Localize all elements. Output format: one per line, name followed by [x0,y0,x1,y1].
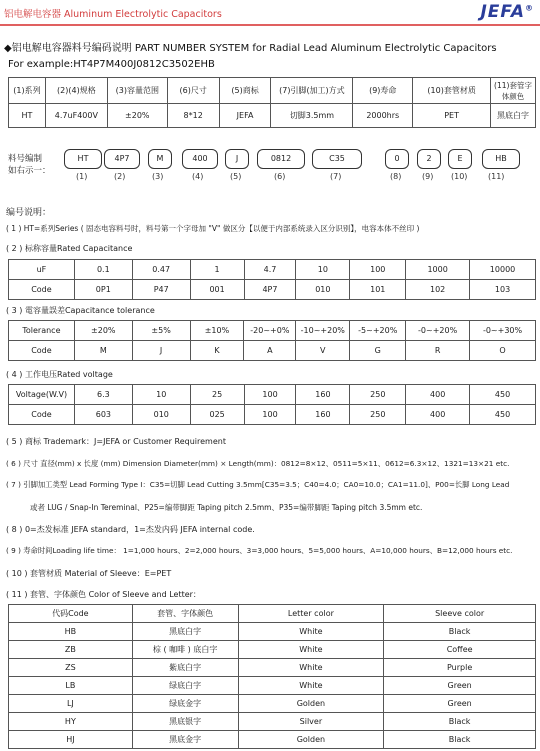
color-header-cell: Letter color [238,605,384,623]
table-cell: 0.47 [132,260,190,280]
table-cell: 6.3 [74,385,132,405]
note-lead-forming-cont: 或者 LUG / Snap-In Tereminal、P25=编带脚距 Taping pitch 2.5mm、P35=编带脚距 Taping pitch 3.5mm etc. [30,503,423,512]
table-cell: 400 [406,405,470,425]
table-cell: M [74,341,132,361]
capacitance-row-uf [9,260,536,280]
note-voltage: ( 4 ) 工作电压Rated voltage [6,370,113,379]
table-cell: 100 [244,405,296,425]
table-cell: uF [9,260,75,280]
notes-title: 编号说明： [6,208,52,218]
table-cell: 10000 [470,260,536,280]
pn-index: (6) [274,172,286,181]
table-cell: Coffee [384,641,536,659]
table-cell: 绿底白字 [132,677,238,695]
pn-index: (7) [330,172,342,181]
note-code: ( 8 ) 0=杰发标准 JEFA standard，1=杰发内码 JEFA internal code. [6,525,255,534]
color-row [9,659,536,677]
table-cell: Code [9,341,75,361]
pn-box-code: 0 [385,149,409,169]
table-cell: HB [9,623,133,641]
table-cell: 1 [190,260,244,280]
header-title: 铝电解电容器 Aluminum Electrolytic Capacitors [4,9,222,20]
color-row [9,623,536,641]
voltage-row-values [9,385,536,405]
table-cell: 010 [296,280,350,300]
table-cell: 0P1 [74,280,132,300]
table-cell: White [238,623,384,641]
pn-box-tolerance: M [148,149,172,169]
spec-value-row [9,104,536,128]
table-cell: 10 [296,260,350,280]
table-cell: Black [384,713,536,731]
jefa-logo [480,2,534,22]
table-cell: -20~+0% [244,321,296,341]
pn-index: (10) [451,172,468,181]
table-cell: White [238,659,384,677]
spec-header-cell: (2)(4)规格 [45,78,107,104]
table-cell: 25 [190,385,244,405]
table-cell: 160 [296,385,350,405]
spec-value-cell: JEFA [219,104,271,128]
spec-header-cell: (11)套管字体颜色 [491,78,536,104]
color-row [9,677,536,695]
table-cell: LJ [9,695,133,713]
table-cell: 102 [406,280,470,300]
voltage-row-code [9,405,536,425]
table-cell: 棕 ( 咖啡 ) 底白字 [132,641,238,659]
table-cell: 10 [132,385,190,405]
pn-index: (8) [390,172,402,181]
table-cell: J [132,341,190,361]
spec-header-cell: (3)容量范围 [107,78,167,104]
page-heading: ◆铝电解电容器料号编码说明 PART NUMBER SYSTEM for Radial Lead Aluminum Electrolytic Capacitors [4,43,497,54]
color-row [9,713,536,731]
table-cell: ZB [9,641,133,659]
table-cell: 绿底金字 [132,695,238,713]
pn-index: (5) [230,172,242,181]
table-cell: -10~+20% [296,321,350,341]
part-number-label-line2: 如右示一： [8,166,51,176]
table-cell: 1000 [406,260,470,280]
spec-value-cell: 2000hrs [353,104,413,128]
color-header-cell: 套管、字体颜色 [132,605,238,623]
note-lead-forming: ( 7 ) 引脚加工类型 Lead Forming Type I：C35=切脚 Lead Cutting 3.5mm[C35=3.5；C40=4.0；CA0=10.0；CA1=11.0]、P00=长脚 Long Lead [6,480,510,489]
color-row [9,641,536,659]
table-cell: Black [384,731,536,749]
table-cell: 450 [470,405,536,425]
part-number-label [8,153,51,177]
capacitance-table [8,259,536,300]
spec-table [8,77,536,128]
note-tolerance: ( 3 ) 電容量誤差Capacitance tolerance [6,306,155,315]
table-cell: 603 [74,405,132,425]
spec-header-cell: (7)引脚(加工)方式 [271,78,353,104]
table-cell: ±10% [190,321,244,341]
pn-box-series: HT [64,149,102,169]
table-cell: 黑底银字 [132,713,238,731]
table-cell: K [190,341,244,361]
part-number-label-line1: 料号编制 [8,154,43,164]
table-cell: Tolerance [9,321,75,341]
table-cell: G [350,341,406,361]
table-cell: Green [384,677,536,695]
example-line: For example:HT4P7M400J0812C3502EHB [8,59,215,70]
pn-box-life: 2 [417,149,441,169]
table-cell: White [238,641,384,659]
tolerance-table [8,320,536,361]
table-cell: 103 [470,280,536,300]
pn-index: (1) [76,172,88,181]
registered-mark: ® [525,3,534,13]
color-header-cell: Sleeve color [384,605,536,623]
pn-box-dimension: 0812 [257,149,305,169]
pn-box-lead: C35 [312,149,362,169]
spec-header-cell: (6)尺寸 [167,78,219,104]
table-cell: Code [9,405,75,425]
color-table [8,604,536,749]
table-cell: 100 [244,385,296,405]
table-cell: 4P7 [244,280,296,300]
spec-value-cell: HT [9,104,46,128]
table-cell: 250 [350,405,406,425]
page-header [0,0,540,26]
logo-text: JEFA [480,2,525,22]
note-capacitance: ( 2 ) 标称容量Rated Capacitance [6,244,133,253]
table-cell: 101 [350,280,406,300]
note-life: ( 9 ) 寿命时间Loading life time： 1=1,000 hours、2=2,000 hours、3=3,000 hours、5=5,000 hours、A=10,000 hours、B=12,000 hours etc. [6,546,513,555]
table-cell: V [296,341,350,361]
table-cell: 010 [132,405,190,425]
table-cell: -0~+20% [406,321,470,341]
table-cell: Code [9,280,75,300]
table-cell: O [470,341,536,361]
tolerance-row-values [9,321,536,341]
color-row [9,695,536,713]
table-cell: R [406,341,470,361]
header-divider [0,24,540,26]
table-cell: 4.7 [244,260,296,280]
table-cell: Black [384,623,536,641]
table-cell: ±20% [74,321,132,341]
table-cell: Silver [238,713,384,731]
table-cell: Green [384,695,536,713]
note-series: ( 1 ) HT=系列Series ( 固态电容料号时，料号第一个字母加 "V" 做区分【以便于内部系统录入区分识别】，电容本体不丝印 ) [6,224,420,233]
pn-index: (11) [488,172,505,181]
note-color: ( 11 ) 套管、字体颜色 Color of Sleeve and Letter： [6,590,201,599]
table-cell: 黑底金字 [132,731,238,749]
table-cell: 400 [406,385,470,405]
spec-header-row [9,78,536,104]
table-cell: Golden [238,731,384,749]
table-cell: 紫底白字 [132,659,238,677]
table-cell: -0~+30% [470,321,536,341]
voltage-table [8,384,536,425]
table-cell: Purple [384,659,536,677]
table-cell: ±5% [132,321,190,341]
capacitance-row-code [9,280,536,300]
pn-box-capacitance: 4P7 [104,149,140,169]
table-cell: -5~+20% [350,321,406,341]
table-cell: LB [9,677,133,695]
color-header-cell: 代码Code [9,605,133,623]
table-cell: Voltage(W.V) [9,385,75,405]
spec-header-cell: (5)商标 [219,78,271,104]
spec-header-cell: (10)套管材质 [413,78,491,104]
pn-box-sleeve: E [448,149,472,169]
table-cell: 025 [190,405,244,425]
table-cell: P47 [132,280,190,300]
pn-box-color: HB [482,149,520,169]
table-cell: 100 [350,260,406,280]
color-row [9,731,536,749]
table-cell: A [244,341,296,361]
tolerance-row-code [9,341,536,361]
pn-index: (9) [422,172,434,181]
table-cell: ZS [9,659,133,677]
spec-value-cell: 8*12 [167,104,219,128]
pn-index: (3) [152,172,164,181]
table-cell: HY [9,713,133,731]
table-cell: 160 [296,405,350,425]
table-cell: 001 [190,280,244,300]
spec-value-cell: 4.7uF400V [45,104,107,128]
table-cell: 0.1 [74,260,132,280]
spec-value-cell: ±20% [107,104,167,128]
pn-box-voltage: 400 [182,149,218,169]
note-sleeve: ( 10 ) 套管材质 Material of Sleeve：E=PET [6,569,172,578]
table-cell: 450 [470,385,536,405]
spec-value-cell: PET [413,104,491,128]
color-header-row [9,605,536,623]
pn-index: (4) [192,172,204,181]
note-dimension: ( 6 ) 尺寸 直径(mm) x 长度 (mm) Dimension Diameter(mm) × Length(mm)：0812=8×12、0511=5×11、0612=6.3×12、1321=13×21 etc. [6,459,510,468]
table-cell: Golden [238,695,384,713]
pn-box-trademark: J [225,149,249,169]
spec-header-cell: (9)寿命 [353,78,413,104]
table-cell: 黑底白字 [132,623,238,641]
note-trademark: ( 5 ) 商标 Trademark：J=JEFA or Customer Requirement [6,437,226,446]
table-cell: White [238,677,384,695]
spec-value-cell: 切脚3.5mm [271,104,353,128]
table-cell: HJ [9,731,133,749]
spec-value-cell: 黑底白字 [491,104,536,128]
spec-header-cell: (1)系列 [9,78,46,104]
table-cell: 250 [350,385,406,405]
pn-index: (2) [114,172,126,181]
